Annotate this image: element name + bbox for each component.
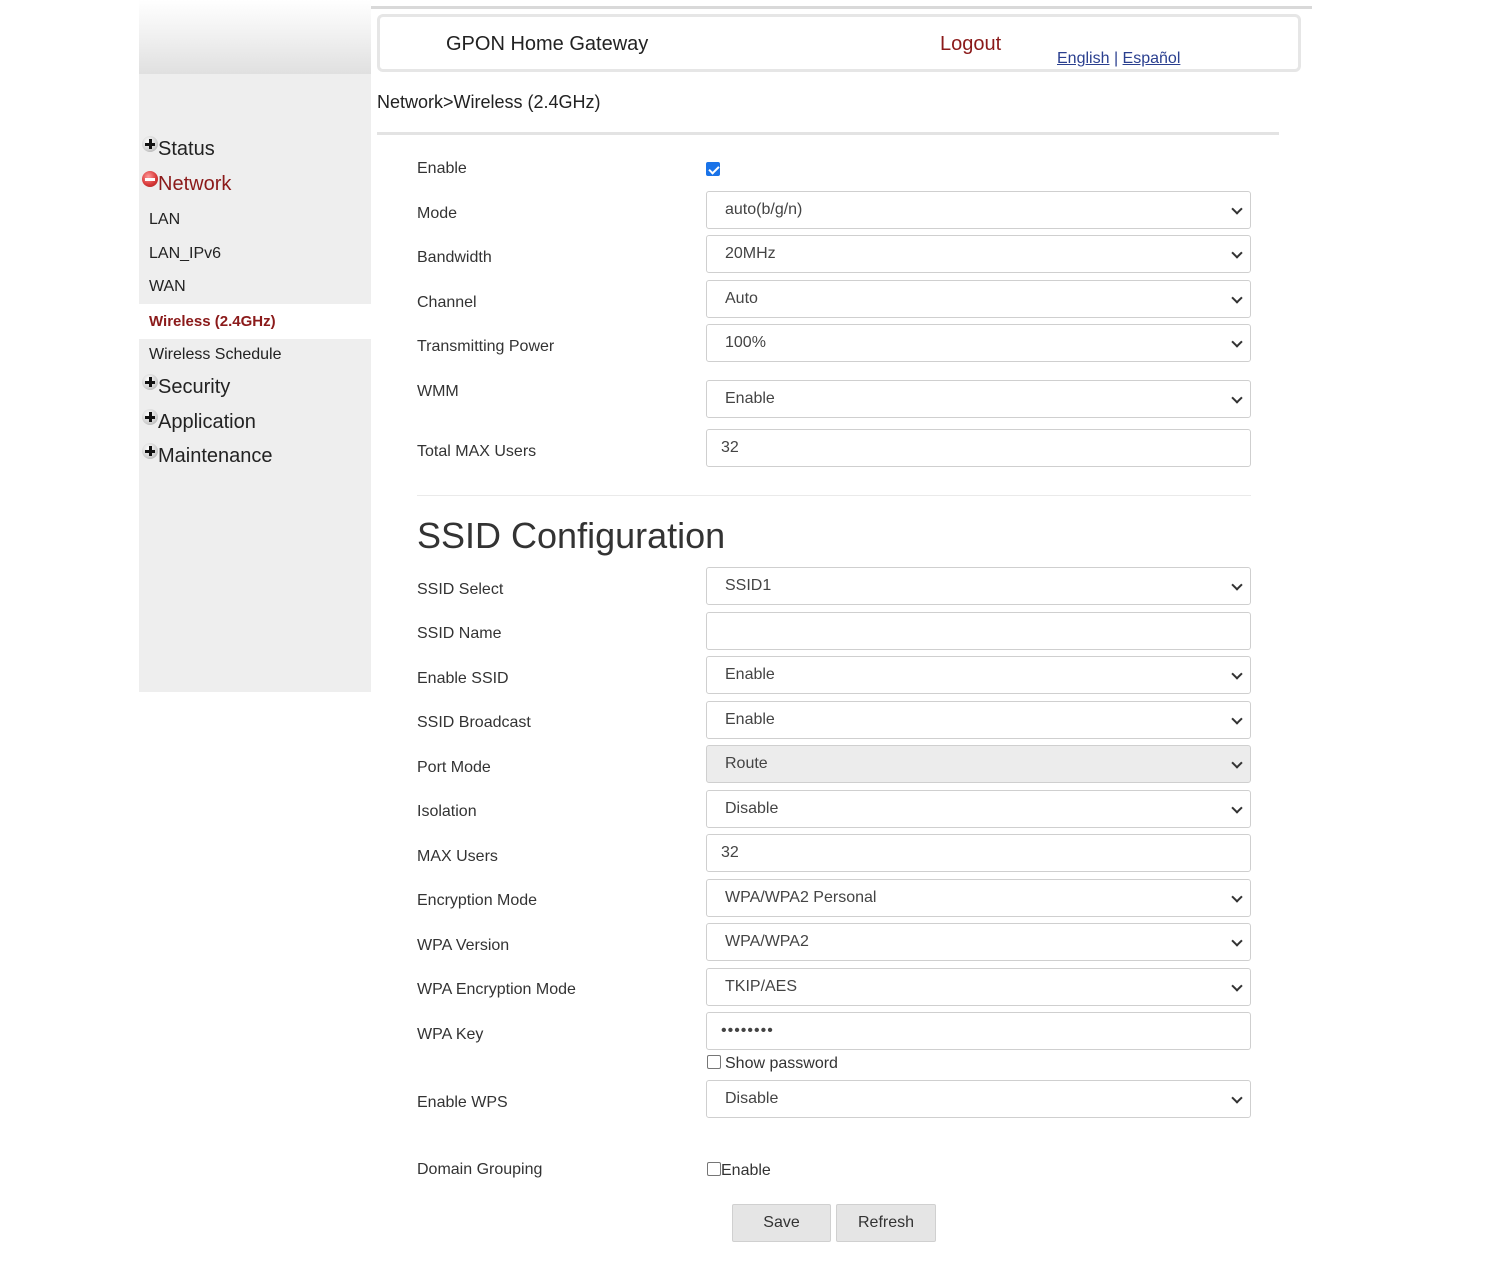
language-switcher xyxy=(1057,50,1180,68)
enable-ssid-select[interactable]: Enable xyxy=(706,656,1251,694)
app-title: GPON Home Gateway xyxy=(446,33,649,55)
ssid-select[interactable]: SSID1 xyxy=(706,567,1251,605)
lang-espanol-link[interactable]: Español xyxy=(1122,50,1181,67)
show-password-label: Show password xyxy=(725,1055,838,1072)
channel-select[interactable]: Auto xyxy=(706,280,1251,318)
expand-plus-icon xyxy=(142,443,158,459)
lang-english-link[interactable]: English xyxy=(1057,50,1110,67)
enable-label: Enable xyxy=(417,160,467,177)
wpa-encryption-mode-label: WPA Encryption Mode xyxy=(417,981,576,998)
port-mode-select: Route xyxy=(706,745,1251,783)
mode-select[interactable]: auto(b/g/n) xyxy=(706,191,1251,229)
wpa-encryption-mode-select[interactable]: TKIP/AES xyxy=(706,968,1251,1006)
wpa-version-label: WPA Version xyxy=(417,937,510,954)
max-users-input[interactable]: 32 xyxy=(706,834,1251,872)
sidebar-group-label: Security xyxy=(158,376,231,398)
encryption-mode-select[interactable]: WPA/WPA2 Personal xyxy=(706,879,1251,917)
sidebar-group-security[interactable] xyxy=(139,376,230,399)
total-max-users-label: Total MAX Users xyxy=(417,443,537,460)
isolation-label: Isolation xyxy=(417,803,477,820)
domain-grouping-enable-label: Enable xyxy=(721,1162,771,1179)
enable-ssid-label: Enable SSID xyxy=(417,670,509,687)
domain-grouping-checkbox[interactable] xyxy=(707,1162,721,1176)
enable-wps-label: Enable WPS xyxy=(417,1094,508,1111)
lang-separator: | xyxy=(1113,50,1119,67)
sidebar-group-application[interactable] xyxy=(139,411,256,434)
expand-plus-icon xyxy=(142,374,158,390)
expand-plus-icon xyxy=(142,136,158,152)
ssid-broadcast-select[interactable]: Enable xyxy=(706,701,1251,739)
breadcrumb: Network>Wireless (2.4GHz) xyxy=(377,92,601,112)
domain-grouping-label: Domain Grouping xyxy=(417,1161,543,1178)
sidebar-item-lan-ipv6[interactable]: LAN_IPv6 xyxy=(149,245,222,262)
wireless-enable-checkbox[interactable] xyxy=(706,162,720,176)
ssid-select-label: SSID Select xyxy=(417,581,504,598)
sidebar-group-label: Status xyxy=(158,138,215,160)
sidebar-group-label: Maintenance xyxy=(158,445,273,467)
ssid-configuration-heading: SSID Configuration xyxy=(417,515,726,556)
sidebar xyxy=(139,74,371,692)
sidebar-item-wireless-24ghz[interactable]: Wireless (2.4GHz) xyxy=(139,304,371,339)
enable-wps-select[interactable]: Disable xyxy=(706,1080,1251,1118)
ssid-name-label: SSID Name xyxy=(417,625,502,642)
refresh-button[interactable]: Refresh xyxy=(836,1204,936,1242)
expand-plus-icon xyxy=(142,409,158,425)
logout-link[interactable]: Logout xyxy=(940,33,1002,55)
ssid-name-input[interactable] xyxy=(706,612,1251,650)
wpa-key-label: WPA Key xyxy=(417,1026,484,1043)
tx-power-select[interactable]: 100% xyxy=(706,324,1251,362)
encryption-mode-label: Encryption Mode xyxy=(417,892,538,909)
bandwidth-select[interactable]: 20MHz xyxy=(706,235,1251,273)
wmm-select[interactable]: Enable xyxy=(706,380,1251,418)
show-password-checkbox[interactable] xyxy=(707,1055,721,1069)
sidebar-item-wan[interactable]: WAN xyxy=(149,278,186,295)
total-max-users-input[interactable]: 32 xyxy=(706,429,1251,467)
wpa-key-input[interactable]: •••••••• xyxy=(706,1012,1251,1050)
tx-power-label: Transmitting Power xyxy=(417,338,555,355)
ssid-broadcast-label: SSID Broadcast xyxy=(417,714,531,731)
sidebar-group-network[interactable] xyxy=(139,173,231,196)
top-border-line xyxy=(370,6,1312,9)
channel-label: Channel xyxy=(417,294,477,311)
sidebar-group-status[interactable] xyxy=(139,138,215,161)
sidebar-group-label: Application xyxy=(158,411,256,433)
max-users-label: MAX Users xyxy=(417,848,498,865)
isolation-select[interactable]: Disable xyxy=(706,790,1251,828)
wpa-version-select[interactable]: WPA/WPA2 xyxy=(706,923,1251,961)
port-mode-label: Port Mode xyxy=(417,759,491,776)
sidebar-group-label: Network xyxy=(158,173,232,195)
mode-label: Mode xyxy=(417,205,458,222)
sidebar-item-wireless-schedule[interactable]: Wireless Schedule xyxy=(149,346,282,363)
header-bar xyxy=(377,14,1301,72)
wmm-label: WMM xyxy=(417,383,459,400)
bandwidth-label: Bandwidth xyxy=(417,249,492,266)
collapse-minus-icon xyxy=(142,171,158,187)
section-divider xyxy=(417,495,1251,496)
sidebar-item-lan[interactable]: LAN xyxy=(149,211,181,228)
breadcrumb-divider xyxy=(377,132,1279,135)
sidebar-group-maintenance[interactable] xyxy=(139,445,273,468)
save-button[interactable]: Save xyxy=(732,1204,831,1242)
sidebar-logo-area xyxy=(139,0,371,74)
